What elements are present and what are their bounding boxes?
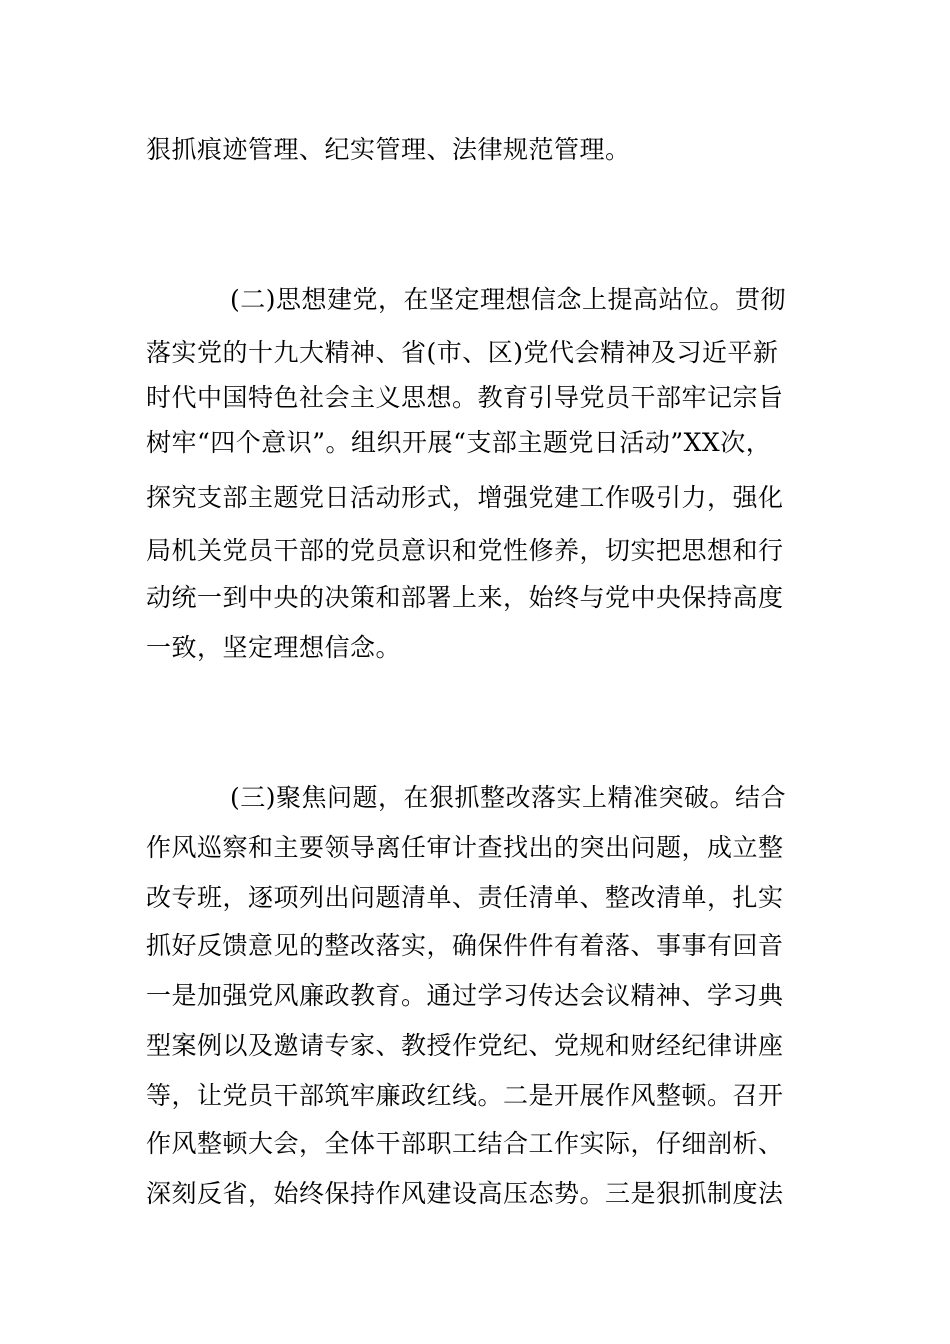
paragraph-line: 局机关党员干部的党员意识和党性修养，切实把思想和行 [146,536,784,565]
paragraph-heading-line: (三)聚焦问题，在狠抓整改落实上精准突破。结合 [230,783,787,812]
paragraph-line: 型案例以及邀请专家、教授作党纪、党规和财经纪律讲座 [146,1031,784,1060]
paragraph-line: 等，让党员干部筑牢廉政红线。二是开展作风整顿。召开 [146,1081,784,1110]
paragraph-line: 时代中国特色社会主义思想。教育引导党员干部牢记宗旨 [146,383,784,412]
paragraph-line: 作风巡察和主要领导离任审计查找出的突出问题，成立整 [146,833,784,862]
paragraph-line: 作风整顿大会，全体干部职工结合工作实际，仔细剖析、 [146,1129,784,1158]
paragraph-line: 一致，坚定理想信念。 [146,633,402,662]
paragraph-line: 一是加强党风廉政教育。通过学习传达会议精神、学习典 [146,981,784,1010]
paragraph-line: 深刻反省，始终保持作风建设高压态势。三是狠抓制度法 [146,1179,784,1208]
paragraph-line: 动统一到中央的决策和部署上来，始终与党中央保持高度 [146,583,784,612]
paragraph-line: 树牢“四个意识”。组织开展“支部主题党日活动”XX次， [146,428,772,457]
paragraph-line: 狠抓痕迹管理、纪实管理、法律规范管理。 [146,135,631,164]
paragraph-line: 改专班，逐项列出问题清单、责任清单、整改清单，扎实 [146,883,784,912]
paragraph-heading-line: (二)思想建党，在坚定理想信念上提高站位。贯彻 [230,285,787,314]
paragraph-line: 探究支部主题党日活动形式，增强党建工作吸引力，强化 [146,483,784,512]
paragraph-line: 抓好反馈意见的整改落实，确保件件有着落、事事有回音 [146,931,784,960]
paragraph-line: 落实党的十九大精神、省(市、区)党代会精神及习近平新 [146,338,779,367]
